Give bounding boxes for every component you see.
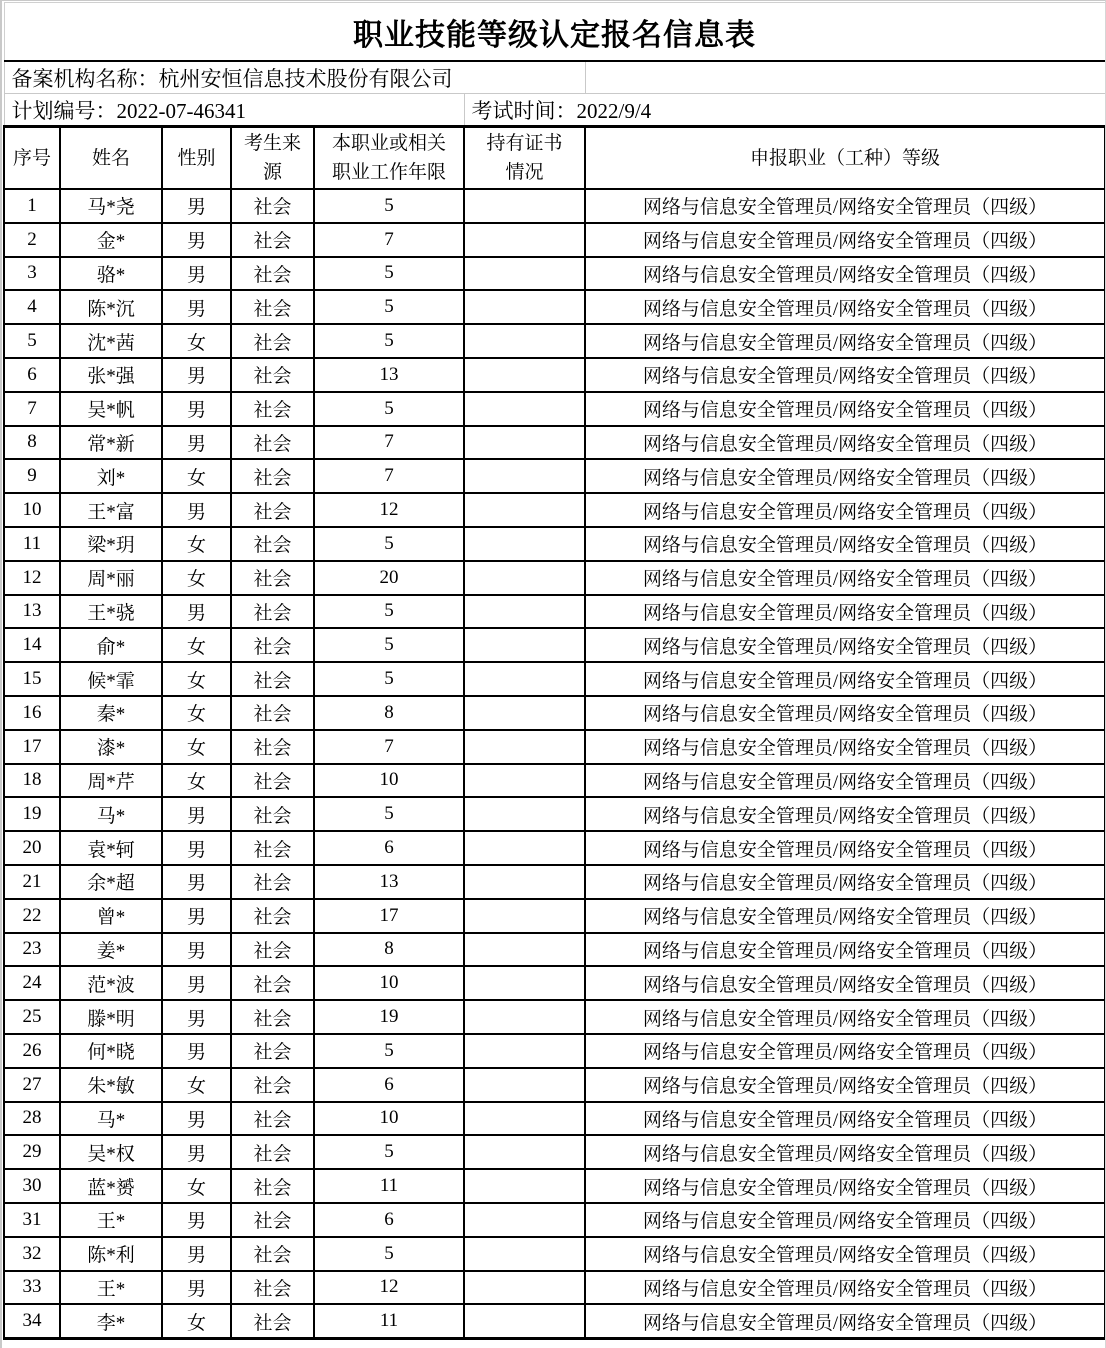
cell-occupation-level: 网络与信息安全管理员/网络安全管理员（四级） bbox=[585, 1237, 1105, 1271]
table-row bbox=[4, 257, 1105, 291]
cell-gender: 男 bbox=[162, 865, 231, 899]
cell-gender: 男 bbox=[162, 493, 231, 527]
cell-certificates bbox=[464, 358, 585, 392]
table-row bbox=[4, 324, 1105, 358]
cell-certificates bbox=[464, 696, 585, 730]
cell-no: 9 bbox=[4, 459, 60, 493]
cell-certificates bbox=[464, 189, 585, 223]
cell-occupation-level: 网络与信息安全管理员/网络安全管理员（四级） bbox=[585, 1271, 1105, 1305]
cell-name: 陈*沉 bbox=[60, 290, 162, 324]
cell-name: 范*波 bbox=[60, 966, 162, 1000]
org-name-cell: 备案机构名称：杭州安恒信息技术股份有限公司 bbox=[4, 61, 585, 94]
cell-gender: 女 bbox=[162, 459, 231, 493]
table-row bbox=[4, 493, 1105, 527]
cell-occupation-level: 网络与信息安全管理员/网络安全管理员（四级） bbox=[585, 628, 1105, 662]
cell-certificates bbox=[464, 324, 585, 358]
cell-name: 王* bbox=[60, 1271, 162, 1305]
cell-gender: 女 bbox=[162, 527, 231, 561]
cell-source: 社会 bbox=[231, 831, 314, 865]
cell-occupation-level: 网络与信息安全管理员/网络安全管理员（四级） bbox=[585, 1169, 1105, 1203]
cell-certificates bbox=[464, 797, 585, 831]
cell-source: 社会 bbox=[231, 527, 314, 561]
cell-source: 社会 bbox=[231, 1000, 314, 1034]
cell-gender: 女 bbox=[162, 696, 231, 730]
cell-name: 李* bbox=[60, 1304, 162, 1338]
page-title: 职业技能等级认定报名信息表 bbox=[4, 3, 1105, 62]
cell-name: 张*强 bbox=[60, 358, 162, 392]
cell-source: 社会 bbox=[231, 223, 314, 257]
cell-name: 沈*茜 bbox=[60, 324, 162, 358]
cell-certificates bbox=[464, 223, 585, 257]
cell-work-years: 7 bbox=[314, 730, 464, 764]
cell-no: 16 bbox=[4, 696, 60, 730]
cell-work-years: 8 bbox=[314, 933, 464, 967]
table-row bbox=[4, 865, 1105, 899]
cell-gender: 男 bbox=[162, 257, 231, 291]
cell-certificates bbox=[464, 257, 585, 291]
cell-certificates bbox=[464, 1237, 585, 1271]
table-row bbox=[4, 1203, 1105, 1237]
org-empty-cell bbox=[585, 61, 1105, 94]
cell-gender: 男 bbox=[162, 1034, 231, 1068]
table-row bbox=[4, 459, 1105, 493]
cell-source: 社会 bbox=[231, 1135, 314, 1169]
cell-no: 34 bbox=[4, 1304, 60, 1338]
cell-no: 5 bbox=[4, 324, 60, 358]
cell-no: 24 bbox=[4, 966, 60, 1000]
cell-gender: 男 bbox=[162, 1237, 231, 1271]
cell-source: 社会 bbox=[231, 1203, 314, 1237]
cell-work-years: 5 bbox=[314, 1237, 464, 1271]
table-header-row bbox=[4, 127, 1105, 190]
cell-gender: 男 bbox=[162, 595, 231, 629]
cell-source: 社会 bbox=[231, 696, 314, 730]
cell-work-years: 12 bbox=[314, 1271, 464, 1305]
cell-name: 王*骁 bbox=[60, 595, 162, 629]
cell-source: 社会 bbox=[231, 493, 314, 527]
cell-source: 社会 bbox=[231, 392, 314, 426]
table-row bbox=[4, 933, 1105, 967]
cell-certificates bbox=[464, 865, 585, 899]
cell-occupation-level: 网络与信息安全管理员/网络安全管理员（四级） bbox=[585, 1135, 1105, 1169]
cell-work-years: 13 bbox=[314, 865, 464, 899]
table-row bbox=[4, 561, 1105, 595]
cell-source: 社会 bbox=[231, 189, 314, 223]
cell-name: 刘* bbox=[60, 459, 162, 493]
cell-source: 社会 bbox=[231, 561, 314, 595]
cell-no: 2 bbox=[4, 223, 60, 257]
cell-occupation-level: 网络与信息安全管理员/网络安全管理员（四级） bbox=[585, 899, 1105, 933]
cell-no: 29 bbox=[4, 1135, 60, 1169]
cell-work-years: 6 bbox=[314, 831, 464, 865]
cell-certificates bbox=[464, 527, 585, 561]
cell-certificates bbox=[464, 730, 585, 764]
cell-name: 秦* bbox=[60, 696, 162, 730]
cell-certificates bbox=[464, 933, 585, 967]
cell-name: 吴*权 bbox=[60, 1135, 162, 1169]
cell-certificates bbox=[464, 831, 585, 865]
cell-name: 滕*明 bbox=[60, 1000, 162, 1034]
cell-work-years: 7 bbox=[314, 426, 464, 460]
cell-gender: 男 bbox=[162, 189, 231, 223]
cell-no: 32 bbox=[4, 1237, 60, 1271]
cell-work-years: 6 bbox=[314, 1068, 464, 1102]
cell-work-years: 10 bbox=[314, 764, 464, 798]
cell-occupation-level: 网络与信息安全管理员/网络安全管理员（四级） bbox=[585, 696, 1105, 730]
column-header-work-years: 本职业或相关职业工作年限 bbox=[314, 127, 464, 190]
cell-gender: 男 bbox=[162, 1135, 231, 1169]
cell-gender: 男 bbox=[162, 1203, 231, 1237]
cell-source: 社会 bbox=[231, 459, 314, 493]
cell-name: 梁*玥 bbox=[60, 527, 162, 561]
table-row bbox=[4, 696, 1105, 730]
cell-no: 22 bbox=[4, 899, 60, 933]
table-row bbox=[4, 426, 1105, 460]
cell-no: 28 bbox=[4, 1102, 60, 1136]
cell-source: 社会 bbox=[231, 1068, 314, 1102]
cell-no: 14 bbox=[4, 628, 60, 662]
cell-occupation-level: 网络与信息安全管理员/网络安全管理员（四级） bbox=[585, 730, 1105, 764]
cell-no: 4 bbox=[4, 290, 60, 324]
cell-source: 社会 bbox=[231, 966, 314, 1000]
cell-certificates bbox=[464, 493, 585, 527]
cell-source: 社会 bbox=[231, 426, 314, 460]
table-row bbox=[4, 1304, 1105, 1338]
cell-no: 13 bbox=[4, 595, 60, 629]
cell-gender: 男 bbox=[162, 831, 231, 865]
cell-source: 社会 bbox=[231, 1271, 314, 1305]
cell-work-years: 5 bbox=[314, 527, 464, 561]
cell-occupation-level: 网络与信息安全管理员/网络安全管理员（四级） bbox=[585, 223, 1105, 257]
cell-source: 社会 bbox=[231, 933, 314, 967]
cell-work-years: 5 bbox=[314, 595, 464, 629]
cell-certificates bbox=[464, 561, 585, 595]
cell-no: 30 bbox=[4, 1169, 60, 1203]
cell-name: 陈*利 bbox=[60, 1237, 162, 1271]
table-row bbox=[4, 628, 1105, 662]
cell-occupation-level: 网络与信息安全管理员/网络安全管理员（四级） bbox=[585, 595, 1105, 629]
cell-certificates bbox=[464, 966, 585, 1000]
cell-work-years: 5 bbox=[314, 257, 464, 291]
cell-name: 姜* bbox=[60, 933, 162, 967]
cell-certificates bbox=[464, 764, 585, 798]
cell-occupation-level: 网络与信息安全管理员/网络安全管理员（四级） bbox=[585, 527, 1105, 561]
cell-certificates bbox=[464, 662, 585, 696]
cell-source: 社会 bbox=[231, 797, 314, 831]
cell-certificates bbox=[464, 1304, 585, 1338]
cell-gender: 男 bbox=[162, 1102, 231, 1136]
cell-occupation-level: 网络与信息安全管理员/网络安全管理员（四级） bbox=[585, 1304, 1105, 1338]
cell-name: 金* bbox=[60, 223, 162, 257]
cell-source: 社会 bbox=[231, 865, 314, 899]
cell-work-years: 8 bbox=[314, 696, 464, 730]
table-row bbox=[4, 1068, 1105, 1102]
cell-name: 骆* bbox=[60, 257, 162, 291]
cell-source: 社会 bbox=[231, 1034, 314, 1068]
cell-occupation-level: 网络与信息安全管理员/网络安全管理员（四级） bbox=[585, 493, 1105, 527]
cell-no: 8 bbox=[4, 426, 60, 460]
cell-certificates bbox=[464, 1203, 585, 1237]
cell-occupation-level: 网络与信息安全管理员/网络安全管理员（四级） bbox=[585, 933, 1105, 967]
cell-certificates bbox=[464, 899, 585, 933]
cell-no: 7 bbox=[4, 392, 60, 426]
cell-no: 19 bbox=[4, 797, 60, 831]
cell-occupation-level: 网络与信息安全管理员/网络安全管理员（四级） bbox=[585, 662, 1105, 696]
cell-name: 蓝*赟 bbox=[60, 1169, 162, 1203]
cell-gender: 女 bbox=[162, 1068, 231, 1102]
cell-occupation-level: 网络与信息安全管理员/网络安全管理员（四级） bbox=[585, 189, 1105, 223]
cell-certificates bbox=[464, 1271, 585, 1305]
cell-work-years: 11 bbox=[314, 1304, 464, 1338]
cell-source: 社会 bbox=[231, 324, 314, 358]
cell-no: 31 bbox=[4, 1203, 60, 1237]
cell-certificates bbox=[464, 290, 585, 324]
cell-certificates bbox=[464, 628, 585, 662]
cell-name: 曾* bbox=[60, 899, 162, 933]
org-info-row bbox=[4, 61, 1105, 94]
cell-source: 社会 bbox=[231, 358, 314, 392]
table-row bbox=[4, 966, 1105, 1000]
title-row bbox=[4, 3, 1105, 62]
cell-source: 社会 bbox=[231, 1169, 314, 1203]
cell-name: 王*富 bbox=[60, 493, 162, 527]
cell-occupation-level: 网络与信息安全管理员/网络安全管理员（四级） bbox=[585, 831, 1105, 865]
cell-occupation-level: 网络与信息安全管理员/网络安全管理员（四级） bbox=[585, 1034, 1105, 1068]
cell-work-years: 5 bbox=[314, 628, 464, 662]
cell-work-years: 19 bbox=[314, 1000, 464, 1034]
table-row bbox=[4, 797, 1105, 831]
cell-no: 26 bbox=[4, 1034, 60, 1068]
cell-source: 社会 bbox=[231, 628, 314, 662]
cell-work-years: 5 bbox=[314, 662, 464, 696]
cell-no: 23 bbox=[4, 933, 60, 967]
cell-name: 何*晓 bbox=[60, 1034, 162, 1068]
cell-gender: 男 bbox=[162, 899, 231, 933]
cell-source: 社会 bbox=[231, 1237, 314, 1271]
cell-occupation-level: 网络与信息安全管理员/网络安全管理员（四级） bbox=[585, 1000, 1105, 1034]
cell-occupation-level: 网络与信息安全管理员/网络安全管理员（四级） bbox=[585, 358, 1105, 392]
column-header-gender: 性别 bbox=[162, 127, 231, 190]
cell-occupation-level: 网络与信息安全管理员/网络安全管理员（四级） bbox=[585, 392, 1105, 426]
cell-work-years: 11 bbox=[314, 1169, 464, 1203]
cell-no: 21 bbox=[4, 865, 60, 899]
cell-work-years: 5 bbox=[314, 290, 464, 324]
table-row bbox=[4, 290, 1105, 324]
cell-work-years: 17 bbox=[314, 899, 464, 933]
cell-gender: 男 bbox=[162, 426, 231, 460]
cell-occupation-level: 网络与信息安全管理员/网络安全管理员（四级） bbox=[585, 290, 1105, 324]
cell-source: 社会 bbox=[231, 257, 314, 291]
cell-work-years: 10 bbox=[314, 966, 464, 1000]
cell-certificates bbox=[464, 595, 585, 629]
cell-gender: 女 bbox=[162, 764, 231, 798]
cell-occupation-level: 网络与信息安全管理员/网络安全管理员（四级） bbox=[585, 1068, 1105, 1102]
cell-source: 社会 bbox=[231, 764, 314, 798]
cell-gender: 女 bbox=[162, 324, 231, 358]
cell-occupation-level: 网络与信息安全管理员/网络安全管理员（四级） bbox=[585, 865, 1105, 899]
cell-name: 马* bbox=[60, 797, 162, 831]
column-header-certificates: 持有证书情况 bbox=[464, 127, 585, 190]
plan-info-row bbox=[4, 94, 1105, 127]
cell-gender: 男 bbox=[162, 966, 231, 1000]
table-row bbox=[4, 662, 1105, 696]
cell-no: 25 bbox=[4, 1000, 60, 1034]
table-row bbox=[4, 831, 1105, 865]
cell-certificates bbox=[464, 392, 585, 426]
table-row bbox=[4, 1237, 1105, 1271]
cell-work-years: 5 bbox=[314, 392, 464, 426]
cell-work-years: 5 bbox=[314, 1034, 464, 1068]
cell-no: 33 bbox=[4, 1271, 60, 1305]
cell-work-years: 12 bbox=[314, 493, 464, 527]
cell-work-years: 10 bbox=[314, 1102, 464, 1136]
cell-certificates bbox=[464, 1135, 585, 1169]
table-body bbox=[4, 189, 1105, 1339]
cell-gender: 女 bbox=[162, 662, 231, 696]
cell-source: 社会 bbox=[231, 662, 314, 696]
cell-name: 漆* bbox=[60, 730, 162, 764]
table-row bbox=[4, 392, 1105, 426]
cell-work-years: 13 bbox=[314, 358, 464, 392]
registration-table bbox=[3, 2, 1106, 1340]
cell-gender: 女 bbox=[162, 730, 231, 764]
cell-work-years: 5 bbox=[314, 797, 464, 831]
cell-gender: 男 bbox=[162, 1000, 231, 1034]
table-row bbox=[4, 1102, 1105, 1136]
cell-name: 俞* bbox=[60, 628, 162, 662]
cell-no: 18 bbox=[4, 764, 60, 798]
cell-gender: 女 bbox=[162, 561, 231, 595]
table-row bbox=[4, 1169, 1105, 1203]
cell-source: 社会 bbox=[231, 1304, 314, 1338]
cell-name: 候*霏 bbox=[60, 662, 162, 696]
cell-work-years: 5 bbox=[314, 189, 464, 223]
table-row bbox=[4, 764, 1105, 798]
cell-occupation-level: 网络与信息安全管理员/网络安全管理员（四级） bbox=[585, 764, 1105, 798]
cell-work-years: 5 bbox=[314, 324, 464, 358]
cell-no: 17 bbox=[4, 730, 60, 764]
cell-source: 社会 bbox=[231, 899, 314, 933]
plan-number-cell: 计划编号：2022-07-46341 bbox=[4, 94, 464, 127]
cell-certificates bbox=[464, 1000, 585, 1034]
cell-name: 马* bbox=[60, 1102, 162, 1136]
cell-certificates bbox=[464, 426, 585, 460]
cell-no: 12 bbox=[4, 561, 60, 595]
cell-no: 1 bbox=[4, 189, 60, 223]
cell-no: 3 bbox=[4, 257, 60, 291]
cell-occupation-level: 网络与信息安全管理员/网络安全管理员（四级） bbox=[585, 561, 1105, 595]
cell-certificates bbox=[464, 1102, 585, 1136]
cell-occupation-level: 网络与信息安全管理员/网络安全管理员（四级） bbox=[585, 797, 1105, 831]
cell-gender: 男 bbox=[162, 223, 231, 257]
cell-name: 吴*帆 bbox=[60, 392, 162, 426]
cell-gender: 女 bbox=[162, 628, 231, 662]
cell-occupation-level: 网络与信息安全管理员/网络安全管理员（四级） bbox=[585, 1203, 1105, 1237]
cell-occupation-level: 网络与信息安全管理员/网络安全管理员（四级） bbox=[585, 426, 1105, 460]
cell-occupation-level: 网络与信息安全管理员/网络安全管理员（四级） bbox=[585, 324, 1105, 358]
cell-source: 社会 bbox=[231, 290, 314, 324]
cell-name: 常*新 bbox=[60, 426, 162, 460]
table-row bbox=[4, 1135, 1105, 1169]
exam-time-cell: 考试时间：2022/9/4 bbox=[464, 94, 1105, 127]
cell-occupation-level: 网络与信息安全管理员/网络安全管理员（四级） bbox=[585, 1102, 1105, 1136]
table-row bbox=[4, 358, 1105, 392]
cell-occupation-level: 网络与信息安全管理员/网络安全管理员（四级） bbox=[585, 459, 1105, 493]
cell-gender: 男 bbox=[162, 797, 231, 831]
table-row bbox=[4, 189, 1105, 223]
table-row bbox=[4, 730, 1105, 764]
cell-gender: 男 bbox=[162, 290, 231, 324]
cell-certificates bbox=[464, 1034, 585, 1068]
cell-source: 社会 bbox=[231, 595, 314, 629]
cell-work-years: 6 bbox=[314, 1203, 464, 1237]
cell-occupation-level: 网络与信息安全管理员/网络安全管理员（四级） bbox=[585, 966, 1105, 1000]
table-row bbox=[4, 527, 1105, 561]
cell-name: 周*芹 bbox=[60, 764, 162, 798]
cell-no: 11 bbox=[4, 527, 60, 561]
table-row bbox=[4, 1271, 1105, 1305]
cell-no: 6 bbox=[4, 358, 60, 392]
table-row bbox=[4, 899, 1105, 933]
cell-certificates bbox=[464, 459, 585, 493]
cell-no: 15 bbox=[4, 662, 60, 696]
column-header-no: 序号 bbox=[4, 127, 60, 190]
cell-name: 袁*轲 bbox=[60, 831, 162, 865]
table-row bbox=[4, 1000, 1105, 1034]
cell-work-years: 7 bbox=[314, 459, 464, 493]
cell-name: 朱*敏 bbox=[60, 1068, 162, 1102]
cell-name: 王* bbox=[60, 1203, 162, 1237]
cell-name: 马*尧 bbox=[60, 189, 162, 223]
cell-gender: 女 bbox=[162, 1169, 231, 1203]
cell-work-years: 20 bbox=[314, 561, 464, 595]
table-row bbox=[4, 223, 1105, 257]
column-header-source: 考生来源 bbox=[231, 127, 314, 190]
cell-gender: 男 bbox=[162, 1271, 231, 1305]
table-row bbox=[4, 1034, 1105, 1068]
cell-source: 社会 bbox=[231, 730, 314, 764]
cell-certificates bbox=[464, 1169, 585, 1203]
cell-gender: 男 bbox=[162, 392, 231, 426]
cell-source: 社会 bbox=[231, 1102, 314, 1136]
cell-name: 周*丽 bbox=[60, 561, 162, 595]
cell-gender: 女 bbox=[162, 1304, 231, 1338]
cell-gender: 男 bbox=[162, 933, 231, 967]
cell-name: 余*超 bbox=[60, 865, 162, 899]
cell-work-years: 7 bbox=[314, 223, 464, 257]
table-row bbox=[4, 595, 1105, 629]
cell-gender: 男 bbox=[162, 358, 231, 392]
column-header-occupation-level: 申报职业（工种）等级 bbox=[585, 127, 1105, 190]
cell-no: 27 bbox=[4, 1068, 60, 1102]
column-header-name: 姓名 bbox=[60, 127, 162, 190]
cell-work-years: 5 bbox=[314, 1135, 464, 1169]
cell-occupation-level: 网络与信息安全管理员/网络安全管理员（四级） bbox=[585, 257, 1105, 291]
cell-no: 20 bbox=[4, 831, 60, 865]
cell-no: 10 bbox=[4, 493, 60, 527]
cell-certificates bbox=[464, 1068, 585, 1102]
